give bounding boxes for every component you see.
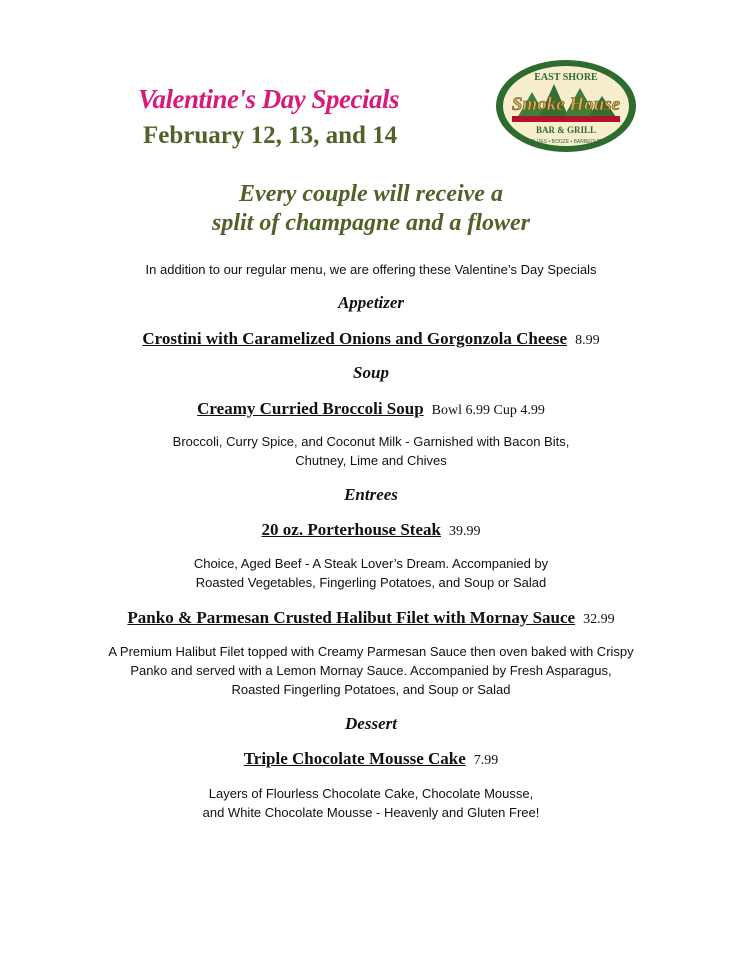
description-line: Panko and served with a Lemon Mornay Sauce. Accompanied by Fresh Asparagus,	[130, 663, 612, 678]
item-name: Creamy Curried Broccoli Soup	[197, 399, 424, 418]
section-heading-entrees: Entrees	[344, 485, 398, 504]
item-name: 20 oz. Porterhouse Steak	[261, 520, 441, 539]
description-line: Chutney, Lime and Chives	[295, 453, 447, 468]
intro-text: In addition to our regular menu, we are offering these Valentine’s Day Specials	[145, 262, 597, 277]
page-title: Valentine's Day Specials	[138, 84, 400, 114]
item-description	[0, 554, 742, 592]
dates-subtitle: February 12, 13, and 14	[143, 122, 398, 149]
section-heading-dessert: Dessert	[345, 714, 397, 733]
item-price: 32.99	[583, 612, 615, 627]
description-line: Broccoli, Curry Spice, and Coconut Milk - Garnished with Bacon Bits,	[172, 434, 570, 449]
description-line: and White Chocolate Mousse - Heavenly and Gluten Free!	[202, 805, 540, 820]
item-description	[0, 784, 742, 822]
tagline-line-2: split of champagne and a flower	[211, 210, 530, 236]
item-price: 7.99	[473, 753, 499, 768]
east-shore-smoke-house-logo	[494, 58, 638, 154]
description-line: Choice, Aged Beef - A Steak Lover’s Dream. Accompanied by	[193, 556, 549, 571]
menu-item-porterhouse	[0, 520, 742, 540]
logo-graphic	[494, 58, 638, 154]
menu-item-broccoli-soup	[0, 399, 742, 419]
description-line: Roasted Fingerling Potatoes, and Soup or Salad	[231, 682, 511, 697]
section-heading-appetizer: Appetizer	[337, 293, 405, 312]
logo-bottom-text: BLUES • BOOZE • BARBEQUE	[530, 139, 602, 145]
section-heading-soup: Soup	[353, 363, 389, 382]
item-price: Bowl 6.99 Cup 4.99	[431, 403, 545, 418]
logo-main-text: Smoke House	[511, 94, 621, 115]
tagline-line-1: Every couple will receive a	[239, 181, 503, 207]
menu-item-crostini	[0, 329, 742, 349]
item-description	[0, 432, 742, 470]
description-line: Layers of Flourless Chocolate Cake, Chocolate Mousse,	[208, 786, 534, 801]
item-name: Triple Chocolate Mousse Cake	[243, 749, 466, 768]
description-line: Roasted Vegetables, Fingerling Potatoes, and Soup or Salad	[195, 575, 547, 590]
item-name: Crostini with Caramelized Onions and Gorgonzola Cheese	[142, 329, 568, 348]
item-description	[0, 642, 742, 699]
description-line: A Premium Halibut Filet topped with Creamy Parmesan Sauce then oven baked with Crispy	[108, 644, 634, 659]
item-name: Panko & Parmesan Crusted Halibut Filet with Mornay Sauce	[127, 608, 576, 627]
logo-top-text: EAST SHORE	[534, 72, 598, 83]
logo-sub-text: BAR & GRILL	[535, 125, 597, 135]
item-price: 39.99	[448, 524, 481, 539]
menu-item-mousse-cake	[0, 749, 742, 769]
menu-item-halibut	[0, 608, 742, 628]
item-price: 8.99	[575, 333, 600, 348]
